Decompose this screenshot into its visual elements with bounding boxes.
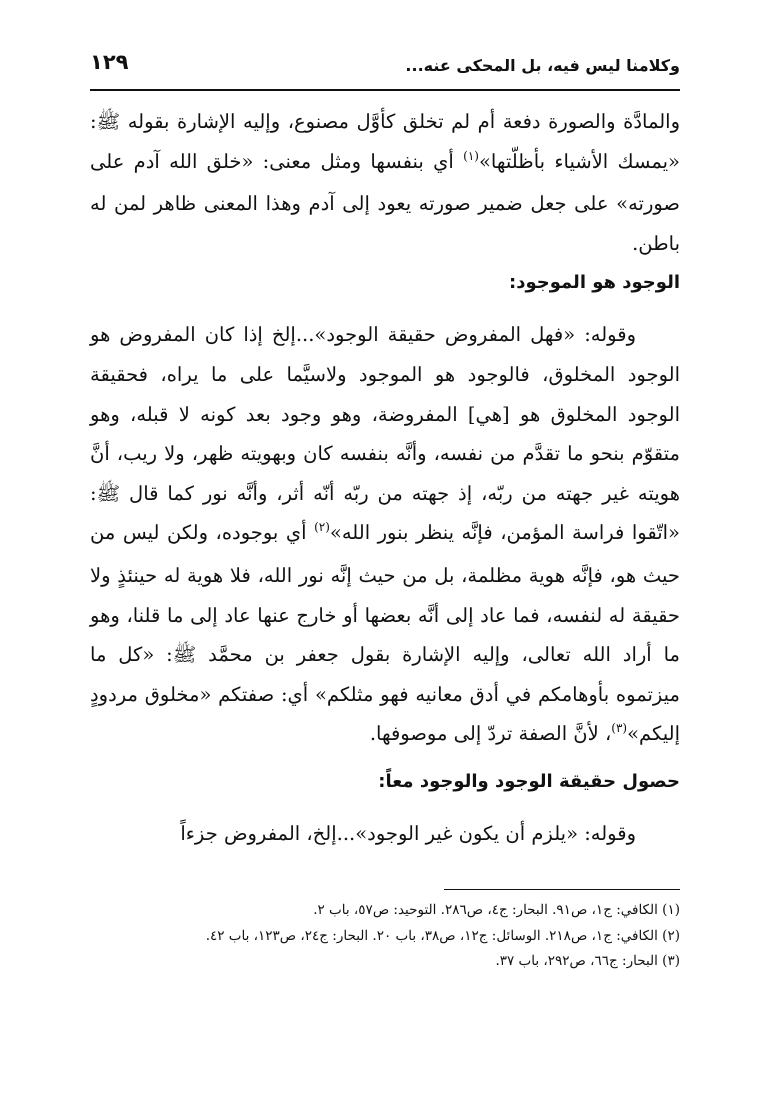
- section-heading-reality: حصول حقيقة الوجود والوجود معاً:: [378, 770, 680, 792]
- paragraph-2-text: وقوله: «فهل المفروض حقيقة الوجود»...إلخ إذا كان المفروض هو الوجود المخلوق، فالوجود هو الموجود ولاسيَّما على ما يراه، فحقيقة الوجود المخلوق هو [هي] المفروضة، وهو وجود بعد كونه لا قبله، وهو متقوّم بنحو ما تقدَّم من نفسه، وأنَّه بنفسه كان وبهويته ظهر، ولا ريب، أنَّ هويته غير جهته من ربّه، إذ جهته من ربّه أنّه أثر، وأنَّه نور كما قال ﷺ: «اتّقوا فراسة المؤمن، فإنَّه ينظر بنور الله»: [90, 323, 680, 545]
- footnote-3: (٣) البحار: ج٦٦، ص٢٩٢، باب ٣٧.: [495, 953, 680, 969]
- footnotes: [94, 898, 680, 975]
- section-heading-existence: الوجود هو الموجود:: [509, 272, 680, 294]
- footnote-ref-3: (٣): [611, 721, 628, 736]
- footnote-ref-1: (١): [463, 148, 479, 163]
- paragraph-3: وقوله: «يلزم أن يكون غير الوجود»...إلخ، المفروض جزءاً: [180, 821, 636, 845]
- footnote-rule: [444, 889, 680, 890]
- page-body: [90, 102, 680, 854]
- page-header: [90, 46, 680, 86]
- page-number: ١٢٩: [90, 50, 129, 74]
- footnote-1: (١) الكافي: ج١، ص٩١. البحار: ج٤، ص٢٨٦. التوحيد: ص٥٧، باب ٢.: [313, 902, 680, 918]
- paragraph-2-tail: أي بوجوده، ولكن ليس من حيث هو، فإنَّه هوية مظلمة، بل من حيث إنَّه نور الله، فلا هوية له حينئذٍ ولا حقيقة له لنفسه، فما عاد إلى أنَّه بعضها أو خارج عنها عاد إلى ما قلنا، وهو ما أراد الله تعالى، وإليه الإشارة بقول جعفر بن محمَّد ﷺ: «كل ما ميزتموه بأوهامكم في أدق معانيه فهو مثلكم» أي: صفتكم «مخلوق مردودٍ إليكم»: [90, 521, 680, 746]
- paragraph-1-text: والمادَّة والصورة دفعة أم لم تخلق كأوَّل مصنوع، وإليه الإشارة بقوله ﷺ: «يمسك الأشياء بأظلّتها»: [90, 110, 680, 173]
- paragraph-2-tail-2: ، لأنَّ الصفة تردّ إلى موصوفها.: [369, 722, 612, 746]
- paragraph-2: [90, 315, 680, 757]
- running-title: وكلامنا ليس فيه، بل المحكى عنه...: [405, 56, 680, 75]
- footnote-ref-2: (٢): [314, 520, 330, 535]
- footnote-2: (٢) الكافي: ج١، ص٢١٨. الوسائل: ج١٢، ص٣٨، باب ٢٠. البحار: ج٢٤، ص١٢٣، باب ٤٢.: [205, 927, 680, 944]
- paragraph-1: [90, 102, 680, 263]
- paragraph-1-tail: أي بنفسها ومثل معنى: «خلق الله آدم على صورته» على جعل ضمير صورته يعود إلى آدم وهذا المعنى ظاهر لمن له باطن.: [90, 149, 680, 255]
- header-rule: [90, 89, 680, 91]
